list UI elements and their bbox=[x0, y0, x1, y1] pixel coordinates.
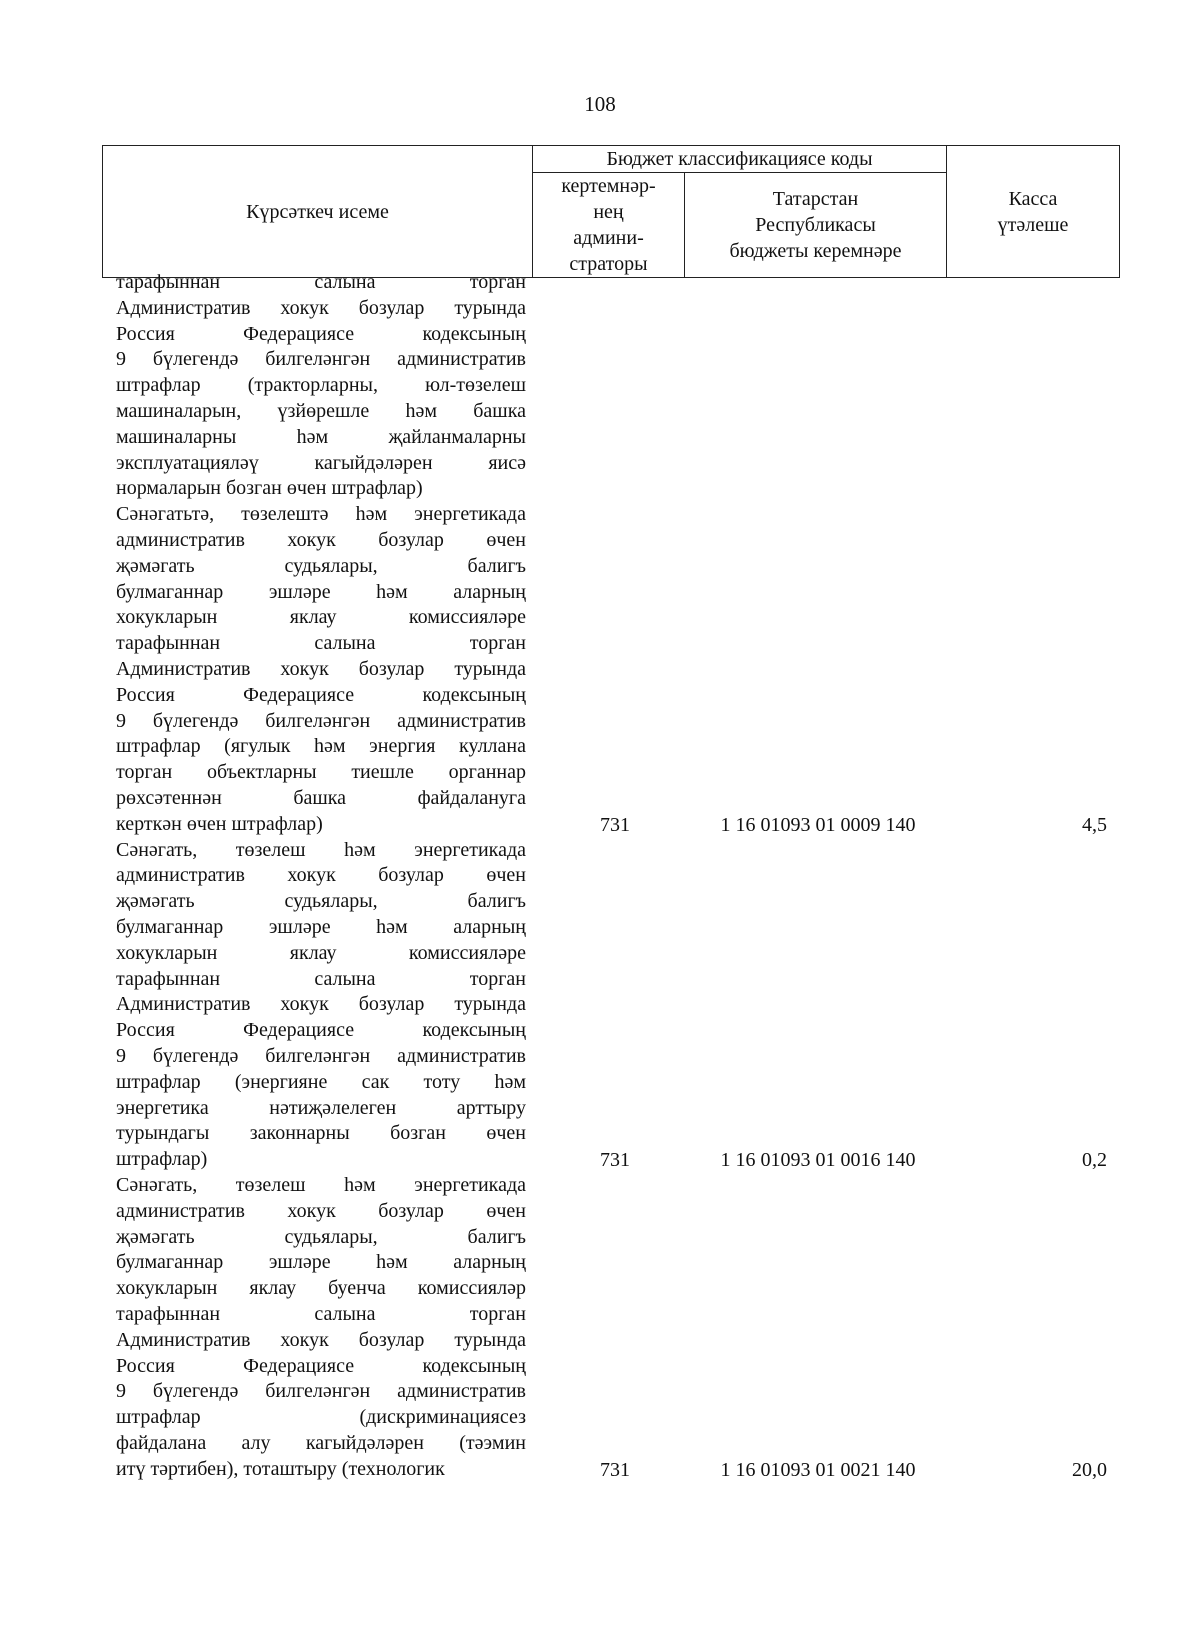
header-admin-line: страторы bbox=[569, 253, 648, 275]
description-line: Россия Федерациясе кодексының bbox=[116, 1019, 526, 1042]
description-line: административ хокук бозулар өчен bbox=[116, 528, 526, 551]
description-line: Россия Федерациясе кодексының bbox=[116, 683, 526, 706]
table-row-description bbox=[116, 838, 526, 1173]
table-cell-administrator: 731 bbox=[600, 813, 630, 836]
description-line: машиналарын, үзйөрешле һәм башка bbox=[116, 399, 526, 422]
table-cell-administrator: 731 bbox=[600, 1458, 630, 1481]
description-line: җәмәгать судьялары, балигъ bbox=[116, 1225, 526, 1248]
header-revenue-line: бюджеты керемнәре bbox=[729, 240, 902, 262]
header-budget-classification: Бюджет классификациясе коды bbox=[533, 146, 947, 173]
table-cell-revenue-code: 1 16 01093 01 0021 140 bbox=[720, 1458, 916, 1481]
description-line: тарафыннан салына торган bbox=[116, 271, 526, 293]
description-line: итү тәртибен), тоташтыру (технологик bbox=[116, 1457, 445, 1480]
description-line: тарафыннан салына торган bbox=[116, 632, 526, 655]
table-cell-amount: 20,0 bbox=[1072, 1458, 1107, 1481]
description-line: булмаганнар эшләре һәм аларның bbox=[116, 915, 526, 938]
header-indicator-name: Күрсәткеч исеме bbox=[103, 146, 533, 278]
description-line: 9 бүлегендә билгеләнгән административ bbox=[116, 348, 526, 371]
page-number: 108 bbox=[584, 92, 616, 116]
description-line: тарафыннан салына торган bbox=[116, 967, 526, 990]
description-line: штрафлар (тракторларны, юл-төзелеш bbox=[116, 374, 526, 397]
table-row-description bbox=[116, 502, 526, 837]
description-line: 9 бүлегендә билгеләнгән административ bbox=[116, 1380, 526, 1403]
description-line: Россия Федерациясе кодексының bbox=[116, 322, 526, 345]
table-cell-revenue-code: 1 16 01093 01 0009 140 bbox=[720, 813, 916, 836]
description-line: керткән өчен штрафлар) bbox=[116, 812, 323, 835]
description-line: 9 бүлегендә билгеләнгән административ bbox=[116, 709, 526, 732]
description-line: тарафыннан салына торган bbox=[116, 1302, 526, 1325]
description-line: хокукларын яклау буенча комиссияләр bbox=[116, 1277, 526, 1300]
table-cell-amount: 0,2 bbox=[1082, 1149, 1107, 1172]
description-line: Сәнәгать, төзелеш һәм энергетикада bbox=[116, 1174, 526, 1196]
description-line: Россия Федерациясе кодексының bbox=[116, 1354, 526, 1377]
header-admin-line: кертемнәр- bbox=[561, 175, 656, 197]
description-line: җәмәгать судьялары, балигъ bbox=[116, 554, 526, 577]
description-line: хокукларын яклау комиссияләре bbox=[116, 606, 526, 629]
table-cell-revenue-code: 1 16 01093 01 0016 140 bbox=[720, 1149, 916, 1172]
description-line: энергетика нәтиҗәлелеген арттыру bbox=[116, 1096, 526, 1119]
description-line: булмаганнар эшләре һәм аларның bbox=[116, 1251, 526, 1274]
description-line: Административ хокук бозулар турында bbox=[116, 296, 526, 319]
table-row-description bbox=[116, 1173, 526, 1483]
description-line: җәмәгать судьялары, балигъ bbox=[116, 890, 526, 913]
description-line: Административ хокук бозулар турында bbox=[116, 993, 526, 1016]
header-revenue-line: Республикасы bbox=[755, 214, 876, 236]
description-line: нормаларын бозган өчен штрафлар) bbox=[116, 477, 423, 500]
header-admin-line: нең bbox=[593, 201, 624, 223]
description-line: административ хокук бозулар өчен bbox=[116, 864, 526, 887]
header-payment-line: үтәлеше bbox=[997, 213, 1069, 236]
description-line: штрафлар (ягулык һәм энергия куллана bbox=[116, 735, 526, 758]
description-line: Административ хокук бозулар турында bbox=[116, 1328, 526, 1351]
header-revenue-line: Татарстан bbox=[772, 188, 859, 210]
description-line: машиналарны һәм җайланмаларны bbox=[116, 425, 526, 448]
description-line: штрафлар) bbox=[116, 1148, 208, 1171]
description-line: Сәнәгать, төзелеш һәм энергетикада bbox=[116, 838, 526, 861]
description-line: административ хокук бозулар өчен bbox=[116, 1199, 526, 1222]
table-cell-administrator: 731 bbox=[600, 1149, 630, 1172]
description-line: Административ хокук бозулар турында bbox=[116, 657, 526, 680]
description-line: хокукларын яклау комиссияләре bbox=[116, 941, 526, 964]
description-line: 9 бүлегендә билгеләнгән административ bbox=[116, 1044, 526, 1067]
description-line: Сәнәгатьтә, төзелештә һәм энергетикада bbox=[116, 503, 526, 526]
header-payment-line: Касса bbox=[1008, 187, 1058, 210]
description-line: файдалана алу кагыйдәләрен (тәэмин bbox=[116, 1431, 526, 1454]
table-row-description bbox=[116, 270, 526, 502]
description-line: эксплуатацияләү кагыйдәләрен яисә bbox=[116, 451, 526, 474]
header-admin-line: админи- bbox=[573, 227, 644, 249]
description-line: булмаганнар эшләре һәм аларның bbox=[116, 580, 526, 603]
description-line: торган объектларны тиешле органнар bbox=[116, 761, 526, 784]
description-line: штрафлар (энергияне сак тоту һәм bbox=[116, 1070, 526, 1093]
description-line: штрафлар (дискриминациясез bbox=[116, 1406, 526, 1429]
description-line: рөхсәтеннән башка файдалануга bbox=[116, 786, 526, 809]
description-line: турындагы законнарны бозган өчен bbox=[116, 1122, 526, 1145]
table-cell-amount: 4,5 bbox=[1082, 813, 1107, 836]
